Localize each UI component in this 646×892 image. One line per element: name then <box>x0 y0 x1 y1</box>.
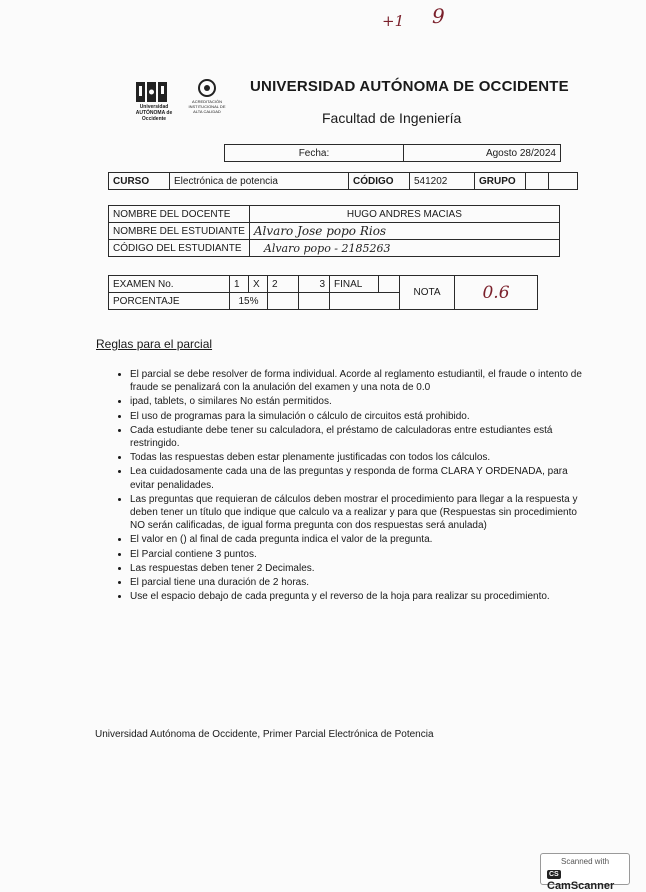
camscanner-name: CamScanner <box>547 880 615 892</box>
codigo-estudiante-label: CÓDIGO DEL ESTUDIANTE <box>109 240 250 257</box>
scanned-with-text: Scanned with <box>560 857 610 866</box>
curso-value: Electrónica de potencia <box>170 173 349 190</box>
estudiante-label: NOMBRE DEL ESTUDIANTE <box>109 223 250 240</box>
acreditacion-text: ACREDITACIÓN INSTITUCIONAL DE ALTA CALIDAD <box>188 99 226 114</box>
porcentaje-value: 15% <box>230 293 268 310</box>
examen-table <box>108 275 538 310</box>
grupo-extra-cell <box>549 173 578 190</box>
codigo-label: CÓDIGO <box>349 173 410 190</box>
rule-item: • Las respuestas deben tener 2 Decimales. <box>130 562 590 575</box>
examen-n1: 1 <box>230 276 249 293</box>
personal-data-table <box>108 205 560 257</box>
examen-final-box <box>379 276 400 293</box>
grupo-label: GRUPO <box>475 173 526 190</box>
curso-table <box>108 172 578 190</box>
codigo-value: 541202 <box>410 173 475 190</box>
camscanner-logo-icon: CS <box>549 870 559 878</box>
rule-item: • Todas las respuestas deben estar plenamente justificadas con todos los cálculos. <box>130 451 590 464</box>
grupo-value <box>526 173 549 190</box>
examen-mark: X <box>249 276 268 293</box>
footer-text: Universidad Autónoma de Occidente, Primer Parcial Electrónica de Potencia <box>95 729 434 740</box>
rules-list <box>112 368 590 604</box>
faculty-name: Facultad de Ingeniería <box>322 110 462 126</box>
estudiante-value: Alvaro Jose popo Rios <box>249 223 559 240</box>
handwritten-nine: 9 <box>432 4 445 28</box>
nota-value: 0.6 <box>455 276 538 310</box>
porcentaje-cell-final <box>330 293 400 310</box>
rule-item: • Las preguntas que requieran de cálculos deben mostrar el procedimiento para llegar a la respuesta y deben tener un título que indique que calculo va a realizar y para que (Respuestas sin procedimiento NO serán calificadas, de igual forma pregunta con dos respuestas será anulada) <box>130 493 590 533</box>
rule-item: • El valor en () al final de cada pregunta indica el valor de la pregunta. <box>130 533 590 546</box>
examen-final: FINAL <box>330 276 379 293</box>
rule-item: • El parcial se debe resolver de forma individual. Acorde al reglamento estudiantil, el fraude o intento de fraude se penalizará con la anulación del examen y una nota de 0.0 <box>130 368 590 394</box>
docente-label: NOMBRE DEL DOCENTE <box>109 206 250 223</box>
examen-n2: 2 <box>268 276 299 293</box>
acreditacion-seal <box>186 78 228 126</box>
rule-item: • Lea cuidadosamente cada una de las preguntas y responda de forma CLARA Y ORDENADA, para evitar penalidades. <box>130 465 590 491</box>
curso-label: CURSO <box>109 173 170 190</box>
uao-logo-text: Universidad AUTÓNOMA de Occidente <box>135 104 173 122</box>
examen-n3: 3 <box>299 276 330 293</box>
fecha-table <box>224 144 561 162</box>
rule-item: • Use el espacio debajo de cada pregunta y el reverso de la hoja para realizar su procedimiento. <box>130 590 590 603</box>
fecha-label: Fecha: <box>225 145 404 162</box>
rule-item: • El parcial tiene una duración de 2 horas. <box>130 576 590 589</box>
porcentaje-cell-2 <box>268 293 299 310</box>
acreditacion-seal-icon <box>197 78 217 98</box>
docente-value: HUGO ANDRES MACIAS <box>249 206 559 223</box>
nota-label: NOTA <box>400 276 455 310</box>
codigo-estudiante-value: Alvaro popo - 2185263 <box>249 240 559 257</box>
porcentaje-label: PORCENTAJE <box>109 293 230 310</box>
university-title: UNIVERSIDAD AUTÓNOMA DE OCCIDENTE <box>250 78 569 95</box>
handwritten-plus-one: +1 <box>382 12 405 30</box>
rule-item: • ipad, tablets, o similares No están permitidos. <box>130 395 590 408</box>
porcentaje-cell-3 <box>299 293 330 310</box>
examen-label: EXAMEN No. <box>109 276 230 293</box>
fecha-value: Agosto 28/2024 <box>404 145 561 162</box>
rule-item: • El uso de programas para la simulación o cálculo de circuitos está prohibido. <box>130 410 590 423</box>
rules-title: Reglas para el parcial <box>96 337 213 351</box>
rule-item: • Cada estudiante debe tener su calculadora, el préstamo de calculadoras entre estudiantes está restringido. <box>130 424 590 450</box>
camscanner-label <box>547 868 629 892</box>
camscanner-stamp <box>540 853 630 892</box>
rule-item: • El Parcial contiene 3 puntos. <box>130 548 590 561</box>
